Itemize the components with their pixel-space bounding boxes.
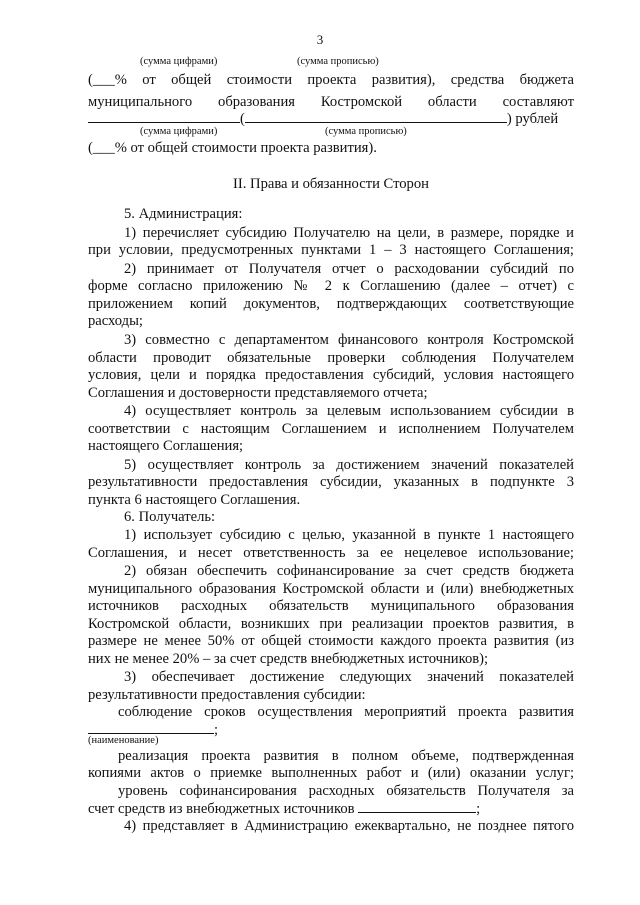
currency-rubles: ) рублей: [506, 111, 559, 127]
text-line: области проводит обязательные проверки соблюдения Получателем: [88, 350, 574, 366]
text-line: них не менее 20% – за счет средств внебюджетных источников);: [88, 651, 489, 667]
text-line: соблюдение сроков осуществления мероприятий проекта развития: [118, 704, 574, 720]
text-line: (___% от общей стоимости проекта развития), средства бюджета: [88, 72, 574, 88]
text-line: 3) обеспечивает достижение следующих значений показателей: [124, 669, 574, 685]
section-title: II. Права и обязанности Сторон: [233, 176, 429, 192]
text-line: уровень софинансирования расходных обязательств Получателя за: [118, 783, 574, 799]
text-line: 2) обязан обеспечить софинансирование за счет средств бюджета: [124, 563, 574, 579]
blank-words: [245, 110, 507, 123]
text-line: результативности предоставления субсидии, указанных в подпункте 3: [88, 474, 574, 490]
text-line: форме согласно приложению № 2 к Соглашению (далее – отчет) с: [88, 278, 574, 294]
text-line: пункта 6 настоящего Соглашения.: [88, 492, 301, 508]
text-line: соответствии с настоящим Соглашением и исполнением Получателем: [88, 421, 574, 437]
text-line: 4) осуществляет контроль за целевым использованием субсидии в: [124, 403, 574, 419]
page-number: 3: [316, 32, 324, 47]
text-line: 3) совместно с департаментом финансового контроля Костромской: [124, 332, 574, 348]
line-end: ;: [214, 722, 219, 738]
open-paren: (: [240, 111, 245, 127]
caption-sum-digits: (сумма цифрами): [140, 56, 218, 67]
caption-sum-words: (сумма прописью): [297, 56, 379, 67]
paragraph-heading: 5. Администрация:: [124, 206, 243, 222]
paragraph-heading: 6. Получатель:: [124, 509, 216, 525]
text-line: (___% от общей стоимости проекта развития).: [88, 140, 377, 156]
text-line: Соглашения, и несет ответственность за ее нецелевое использование;: [88, 545, 574, 561]
text-line: реализация проекта развития в полном объеме, подтвержденная: [118, 748, 574, 764]
text-line: приложением копий документов, подтверждающих соответствующие: [88, 296, 574, 312]
caption-sum-digits: (сумма цифрами): [140, 126, 218, 137]
text-line: 5) осуществляет контроль за достижением значений показателей: [124, 457, 574, 473]
cofinancing-fill-line: [88, 800, 574, 818]
text-line: размере не менее 50% от общей стоимости каждого проекта развития (из: [88, 633, 574, 649]
text-line: 4) представляет в Администрацию ежеквартально, не позднее пятого: [124, 818, 574, 834]
line-end: ;: [476, 801, 481, 817]
text-line: расходы;: [88, 313, 143, 329]
text-line: Костромской области, возникших при реализации проектов развития, в: [88, 616, 574, 632]
text-line: источников расходных обязательств муниципального образования: [88, 598, 574, 614]
text-line: при условии, предусмотренных пунктами 1 – 3 настоящего Соглашения;: [88, 242, 574, 258]
blank-digits: [88, 110, 240, 123]
text-line: Соглашения и достоверности представляемого отчета;: [88, 385, 428, 401]
caption-sum-words: (сумма прописью): [325, 126, 407, 137]
text-line: 1) перечисляет субсидию Получателю на цели, в размере, порядке и: [124, 225, 574, 241]
text-line: настоящего Соглашения;: [88, 438, 244, 454]
name-fill-line: [88, 721, 574, 739]
blank-cofinancing: [358, 800, 476, 813]
text-line: результативности предоставления субсидии:: [88, 687, 366, 703]
text-line: 2) принимает от Получателя отчет о расходовании субсидий по: [124, 261, 574, 277]
text-line: 1) использует субсидию с целью, указанной в пункте 1 настоящего: [124, 527, 574, 543]
caption-name: (наименование): [88, 735, 159, 746]
text-line: условия, цели и порядка предоставления субсидий, условия настоящего: [88, 367, 574, 383]
text-line: муниципального образования Костромской области составляют: [88, 94, 574, 110]
cofinancing-text: счет средств из внебюджетных источников: [88, 801, 355, 817]
text-line: муниципального образования Костромской области и (или) внебюджетных: [88, 581, 574, 597]
blank-name: [88, 721, 214, 734]
text-line: копиями актов о приемке выполненных работ и (или) оказании услуг;: [88, 765, 574, 781]
